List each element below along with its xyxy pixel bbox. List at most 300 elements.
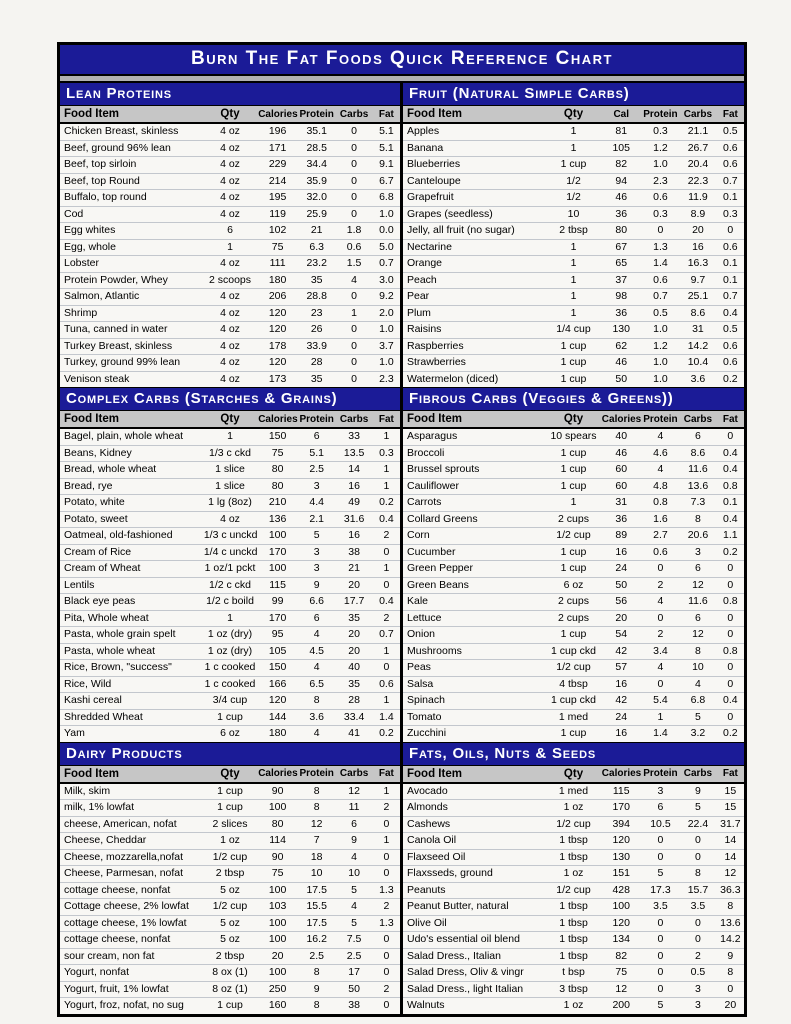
value-cell: 10: [679, 660, 717, 677]
section-title: Fibrous Carbs (Veggies & Greens)): [403, 387, 744, 411]
value-cell: 17.7: [335, 594, 372, 611]
value-cell: 1 cup: [546, 478, 601, 495]
value-cell: 130: [601, 849, 642, 866]
value-cell: 170: [257, 544, 298, 561]
value-cell: 1 lg (8oz): [203, 495, 257, 512]
value-cell: 1.4: [653, 727, 668, 739]
value-cell: 1: [546, 305, 601, 322]
value-cell: 50: [615, 372, 628, 385]
value-cell: 2.5: [298, 462, 335, 479]
table-row: [60, 833, 400, 850]
value-cell: 0.5: [717, 123, 744, 140]
value-cell: 0.7: [642, 289, 680, 306]
value-cell: 20: [724, 999, 737, 1011]
food-table: [403, 766, 744, 1014]
value-cell: 8.9: [679, 206, 717, 223]
table-row: [403, 206, 744, 223]
value-cell: 40: [601, 428, 642, 445]
value-cell: 5 oz: [203, 882, 257, 899]
value-cell: 4 oz: [203, 157, 257, 174]
value-cell: 12: [717, 866, 744, 883]
food-item-cell: Shrimp: [60, 305, 203, 322]
value-cell: 144: [257, 709, 298, 726]
value-cell: 75: [257, 866, 298, 883]
value-cell: 6: [642, 800, 680, 817]
table-row: [60, 206, 400, 223]
value-cell: 134: [601, 932, 642, 949]
value-cell: 21.1: [679, 123, 717, 140]
value-cell: 0.2: [717, 544, 744, 561]
column-header: Carbs: [335, 106, 372, 123]
value-cell: 1: [373, 693, 400, 710]
table-row: [60, 305, 400, 322]
food-item-cell: Watermelon (diced): [407, 372, 499, 385]
value-cell: 428: [601, 882, 642, 899]
food-item-cell: Grapefruit: [403, 190, 546, 207]
value-cell: 20: [679, 223, 717, 240]
value-cell: 67: [601, 239, 642, 256]
value-cell: 1: [546, 123, 601, 140]
column-header: Food Item: [60, 411, 203, 428]
value-cell: 151: [601, 866, 642, 883]
food-item-cell: Plum: [403, 305, 546, 322]
value-cell: 5.1: [373, 123, 400, 140]
value-cell: 6: [203, 223, 257, 240]
value-cell: 23: [298, 305, 335, 322]
section-title: Dairy Products: [60, 742, 400, 766]
table-row: [403, 157, 744, 174]
value-cell: 0.1: [717, 256, 744, 273]
value-cell: 0: [373, 544, 400, 561]
food-item-cell: Beef, top Round: [60, 173, 203, 190]
value-cell: 5: [642, 866, 680, 883]
table-row: [403, 643, 744, 660]
food-item-cell: Canteloupe: [403, 173, 546, 190]
column-header: Protein: [642, 106, 680, 123]
table-row: [60, 816, 400, 833]
food-item-cell: Bread, whole wheat: [60, 462, 203, 479]
value-cell: 1 oz: [203, 833, 257, 850]
table-row: [403, 610, 744, 627]
value-cell: 1: [335, 305, 372, 322]
value-cell: 4 oz: [203, 140, 257, 157]
value-cell: 2.7: [642, 528, 680, 545]
value-cell: 8 ox (1): [203, 965, 257, 982]
value-cell: 100: [257, 915, 298, 932]
value-cell: 14.2: [679, 338, 717, 355]
food-item-cell: Corn: [403, 528, 546, 545]
table-row: [60, 981, 400, 998]
section-fruit: [403, 83, 744, 387]
table-row: [60, 123, 400, 140]
value-cell: 1.3: [642, 239, 680, 256]
food-item-cell: Olive Oil: [403, 915, 546, 932]
section-fats-oils-nuts-seeds: [403, 742, 744, 1014]
value-cell: 9: [298, 577, 335, 594]
value-cell: 3.2: [690, 727, 706, 739]
food-item-cell: Cod: [60, 206, 203, 223]
table-row: [60, 272, 400, 289]
value-cell: 75: [257, 239, 298, 256]
value-cell: 100: [257, 965, 298, 982]
food-item-cell: Orange: [403, 256, 546, 273]
table-row: [403, 478, 744, 495]
food-item-cell: Avocado: [403, 783, 546, 800]
value-cell: 1 cup: [546, 445, 601, 462]
value-cell: 0.6: [642, 272, 680, 289]
value-cell: 0: [373, 948, 400, 965]
value-cell: 0: [373, 816, 400, 833]
value-cell: 33: [335, 428, 372, 445]
value-cell: 80: [601, 223, 642, 240]
food-item-cell: Pear: [403, 289, 546, 306]
food-item-cell: Banana: [403, 140, 546, 157]
value-cell: 6 oz: [220, 727, 240, 739]
value-cell: 20.6: [679, 528, 717, 545]
table-row: [60, 445, 400, 462]
section-complex-carbs: [60, 387, 400, 742]
column-header: Carbs: [679, 106, 717, 123]
food-item-cell: cheese, American, nofat: [60, 816, 203, 833]
value-cell: 22.4: [679, 816, 717, 833]
value-cell: 21: [335, 561, 372, 578]
value-cell: 1: [203, 428, 257, 445]
value-cell: 1 cup: [546, 338, 601, 355]
value-cell: 24: [601, 561, 642, 578]
value-cell: 36: [601, 206, 642, 223]
column-header: Protein: [298, 766, 335, 783]
column-header: Calories: [257, 106, 298, 123]
value-cell: 42: [601, 693, 642, 710]
value-cell: 1 c cooked: [203, 660, 257, 677]
table-row: [403, 577, 744, 594]
value-cell: 4 oz: [203, 322, 257, 339]
value-cell: 17.3: [642, 882, 680, 899]
table-row: [403, 932, 744, 949]
value-cell: 0: [335, 173, 372, 190]
value-cell: 0.7: [373, 256, 400, 273]
value-cell: 0: [717, 223, 744, 240]
value-cell: 1/3 c unckd: [203, 528, 257, 545]
column-header: Qty: [546, 106, 601, 123]
value-cell: 4: [642, 594, 680, 611]
table-row: [403, 800, 744, 817]
food-item-cell: Cauliflower: [403, 478, 546, 495]
value-cell: 2: [373, 899, 400, 916]
food-item-cell: Egg, whole: [60, 239, 203, 256]
table-row: [60, 643, 400, 660]
value-cell: 20: [601, 610, 642, 627]
value-cell: 0: [717, 577, 744, 594]
value-cell: 1/4 c unckd: [203, 544, 257, 561]
food-table: [403, 106, 744, 387]
table-row: [403, 948, 744, 965]
chart-columns: [60, 83, 744, 1014]
table-row: [403, 371, 744, 387]
column-header: Protein: [298, 106, 335, 123]
value-cell: 0.3: [642, 206, 680, 223]
value-cell: 89: [601, 528, 642, 545]
value-cell: 10: [298, 866, 335, 883]
value-cell: 4 tbsp: [546, 676, 601, 693]
food-item-cell: Carrots: [403, 495, 546, 512]
value-cell: 100: [601, 899, 642, 916]
table-row: [403, 305, 744, 322]
value-cell: 6.8: [373, 190, 400, 207]
value-cell: 35: [298, 272, 335, 289]
food-item-cell: Peach: [403, 272, 546, 289]
table-row: [60, 256, 400, 273]
value-cell: 1/2 cup: [546, 660, 601, 677]
table-row: [60, 915, 400, 932]
value-cell: 0.3: [373, 445, 400, 462]
value-cell: 0: [642, 676, 680, 693]
food-item-cell: sour cream, non fat: [60, 948, 203, 965]
value-cell: t bsp: [546, 965, 601, 982]
value-cell: 3: [679, 544, 717, 561]
value-cell: 3: [695, 999, 701, 1011]
value-cell: 14: [717, 849, 744, 866]
value-cell: 1.0: [642, 355, 680, 372]
value-cell: 120: [257, 355, 298, 372]
food-item-cell: Blueberries: [403, 157, 546, 174]
table-row: [60, 965, 400, 982]
table-row: [60, 783, 400, 800]
food-item-cell: Pita, Whole wheat: [60, 610, 203, 627]
food-item-cell: Buffalo, top round: [60, 190, 203, 207]
value-cell: 38: [335, 544, 372, 561]
value-cell: 115: [257, 577, 298, 594]
table-row: [403, 239, 744, 256]
column-header: Carbs: [679, 766, 717, 783]
table-row: [403, 445, 744, 462]
value-cell: 1/2 c ckd: [203, 577, 257, 594]
food-item-cell: Cheese, Parmesan, nofat: [60, 866, 203, 883]
value-cell: 4 oz: [220, 372, 240, 385]
value-cell: 0: [717, 660, 744, 677]
value-cell: 0.4: [717, 693, 744, 710]
value-cell: 8: [717, 965, 744, 982]
value-cell: 3: [298, 561, 335, 578]
table-row: [60, 610, 400, 627]
table-row: [60, 676, 400, 693]
table-row: [60, 338, 400, 355]
food-item-cell: Zucchini: [407, 727, 447, 739]
column-header: Food Item: [403, 411, 546, 428]
food-item-cell: Lentils: [60, 577, 203, 594]
table-row: [60, 577, 400, 594]
table-row: [60, 322, 400, 339]
value-cell: 90: [257, 849, 298, 866]
value-cell: 119: [257, 206, 298, 223]
value-cell: 0.4: [717, 445, 744, 462]
food-item-cell: cottage cheese, nonfat: [60, 882, 203, 899]
table-row: [60, 190, 400, 207]
table-row: [60, 478, 400, 495]
value-cell: 1: [203, 610, 257, 627]
value-cell: 0: [642, 833, 680, 850]
column-header: Calories: [257, 411, 298, 428]
value-cell: 3: [679, 981, 717, 998]
value-cell: 0: [335, 157, 372, 174]
food-item-cell: Tuna, canned in water: [60, 322, 203, 339]
section-title: Fruit (Natural Simple Carbs): [403, 83, 744, 106]
value-cell: 0.7: [373, 627, 400, 644]
value-cell: 102: [257, 223, 298, 240]
value-cell: 103: [257, 899, 298, 916]
table-body: [403, 428, 744, 742]
value-cell: 62: [601, 338, 642, 355]
value-cell: 82: [601, 948, 642, 965]
table-row: [403, 981, 744, 998]
value-cell: 0.5: [717, 322, 744, 339]
value-cell: 0: [717, 561, 744, 578]
value-cell: 8: [298, 783, 335, 800]
value-cell: 54: [601, 627, 642, 644]
value-cell: 206: [257, 289, 298, 306]
food-item-cell: Flaxseed Oil: [403, 849, 546, 866]
table-row: [403, 676, 744, 693]
value-cell: 0: [642, 932, 680, 949]
value-cell: 0: [679, 833, 717, 850]
table-body: [60, 783, 400, 1014]
value-cell: 65: [601, 256, 642, 273]
table-row: [403, 544, 744, 561]
food-item-cell: Potato, sweet: [60, 511, 203, 528]
table-row: [403, 899, 744, 916]
value-cell: 33.4: [335, 709, 372, 726]
value-cell: 0: [642, 948, 680, 965]
value-cell: 0.3: [717, 206, 744, 223]
value-cell: 1 med: [546, 709, 601, 726]
value-cell: 82: [601, 157, 642, 174]
value-cell: 1: [546, 140, 601, 157]
table-row: [403, 528, 744, 545]
value-cell: 16.3: [679, 256, 717, 273]
value-cell: 31: [601, 495, 642, 512]
food-item-cell: Salad Dress, Oliv & vingr: [403, 965, 546, 982]
value-cell: 2.5: [298, 948, 335, 965]
food-item-cell: cottage cheese, 1% lowfat: [60, 915, 203, 932]
table-row: [60, 849, 400, 866]
value-cell: 31.7: [717, 816, 744, 833]
food-item-cell: Peanut Butter, natural: [403, 899, 546, 916]
value-cell: 5 oz: [203, 915, 257, 932]
value-cell: 8: [298, 800, 335, 817]
value-cell: 0.6: [642, 544, 680, 561]
value-cell: 136: [257, 511, 298, 528]
value-cell: 0.7: [717, 173, 744, 190]
value-cell: 40: [335, 660, 372, 677]
table-row: [403, 511, 744, 528]
column-header: Cal: [601, 106, 642, 123]
value-cell: 46: [601, 190, 642, 207]
value-cell: 28.5: [298, 140, 335, 157]
table-row: [403, 783, 744, 800]
value-cell: 2: [642, 627, 680, 644]
value-cell: 26: [298, 322, 335, 339]
value-cell: 0: [717, 428, 744, 445]
value-cell: 0.4: [717, 462, 744, 479]
value-cell: 1 slice: [203, 478, 257, 495]
value-cell: 200: [612, 999, 630, 1011]
table-row: [60, 140, 400, 157]
table-row: [60, 355, 400, 372]
value-cell: 8.6: [679, 305, 717, 322]
value-cell: 46: [601, 445, 642, 462]
value-cell: 14: [717, 833, 744, 850]
value-cell: 0: [335, 289, 372, 306]
value-cell: 25.1: [679, 289, 717, 306]
value-cell: 0.4: [717, 511, 744, 528]
value-cell: 9: [679, 783, 717, 800]
table-row: [403, 495, 744, 512]
value-cell: 1.5: [335, 256, 372, 273]
value-cell: 6.8: [679, 693, 717, 710]
table-row: [60, 173, 400, 190]
value-cell: 4 oz: [203, 256, 257, 273]
value-cell: 0: [717, 627, 744, 644]
food-item-cell: Canola Oil: [403, 833, 546, 850]
value-cell: 120: [601, 915, 642, 932]
value-cell: 11.9: [679, 190, 717, 207]
food-item-cell: Turkey, ground 99% lean: [60, 355, 203, 372]
value-cell: 1 cup: [560, 372, 587, 385]
column-header: Food Item: [403, 106, 546, 123]
value-cell: 0: [335, 123, 372, 140]
value-cell: 1 tbsp: [546, 932, 601, 949]
food-table: [60, 411, 400, 742]
value-cell: 35.1: [298, 123, 335, 140]
table-row: [60, 511, 400, 528]
value-cell: 1 oz: [563, 999, 584, 1011]
table-row: [60, 948, 400, 965]
value-cell: 8: [313, 999, 320, 1011]
value-cell: 3.0: [373, 272, 400, 289]
value-cell: 13.6: [717, 915, 744, 932]
value-cell: 180: [257, 272, 298, 289]
value-cell: 0.6: [373, 676, 400, 693]
table-row: [403, 256, 744, 273]
value-cell: 5.1: [298, 445, 335, 462]
table-row: [403, 693, 744, 710]
food-item-cell: Chicken Breast, skinless: [60, 123, 203, 140]
value-cell: 4 oz: [203, 206, 257, 223]
value-cell: 1/2: [546, 190, 601, 207]
value-cell: 4: [298, 660, 335, 677]
value-cell: 0: [373, 866, 400, 883]
food-item-cell: Kashi cereal: [60, 693, 203, 710]
value-cell: 14: [335, 462, 372, 479]
food-item-cell: Cheese, Cheddar: [60, 833, 203, 850]
value-cell: 7: [298, 833, 335, 850]
value-cell: 229: [257, 157, 298, 174]
value-cell: 1.3: [373, 882, 400, 899]
page-title: Burn The Fat Foods Quick Reference Chart: [60, 45, 744, 76]
food-item-cell: Salmon, Atlantic: [60, 289, 203, 306]
value-cell: 1: [373, 478, 400, 495]
value-cell: 130: [601, 322, 642, 339]
value-cell: 75: [601, 965, 642, 982]
value-cell: 1.0: [642, 157, 680, 174]
value-cell: 37: [601, 272, 642, 289]
value-cell: 9.2: [373, 289, 400, 306]
value-cell: 2 cups: [546, 594, 601, 611]
value-cell: 41: [348, 727, 360, 739]
value-cell: 60: [601, 478, 642, 495]
food-item-cell: Turkey Breast, skinless: [60, 338, 203, 355]
value-cell: 4.6: [642, 445, 680, 462]
